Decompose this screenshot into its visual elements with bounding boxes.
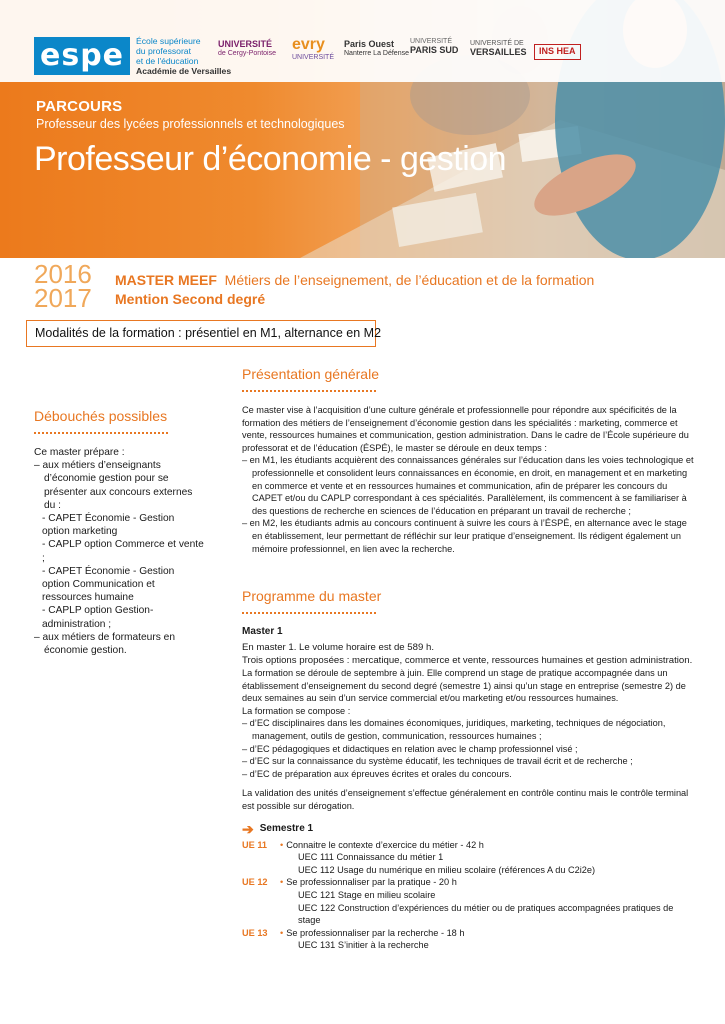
ue-row [242, 876, 694, 889]
ue-title: Se professionnaliser par la recherche - 18 h [286, 927, 465, 938]
page-title: Professeur d’économie - gestion [34, 140, 507, 178]
partner-logo-paris-sud: UNIVERSITÉ PARIS SUD [410, 38, 459, 55]
partner-logo-versailles: UNIVERSITÉ DE VERSAILLES [470, 40, 527, 57]
ue-title: Connaitre le contexte d’exercice du métier - 42 h [286, 839, 484, 850]
partner-logo-inshea: INS HEA [534, 44, 581, 60]
arrow-right-icon: ➔ [242, 820, 254, 837]
list-item: – d’EC disciplinaires dans les domaines économiques, juridiques, marketing, techniques de négociation, management, outils de gestion, communication, ressources humaines ; [242, 718, 666, 741]
bullet-icon: • [280, 839, 284, 850]
semestre-heading: ➔ Semestre 1 [242, 820, 314, 837]
modalites-box: Modalités de la formation : présentiel en M1, alternance en M2 [26, 320, 376, 347]
presentation-section [242, 366, 694, 555]
debouches-title: Débouchés possibles [34, 408, 168, 424]
parcours-label: PARCOURS [36, 98, 123, 115]
ue-row [242, 927, 694, 940]
ue-code: UE 11 [242, 839, 268, 850]
bullet-icon: • [280, 927, 284, 938]
ue-list [242, 839, 694, 952]
programme-title: Programme du master [242, 588, 382, 604]
compose-list [242, 717, 694, 780]
compose-heading: La formation se compose : [242, 705, 351, 716]
validation-paragraph: La validation des unités d’enseignement s’effectue généralement en contrôle continu mais le contrôle terminal est possible sur dérogation. [242, 788, 689, 811]
espe-logo-mark: espe [34, 37, 130, 75]
uec-row: UEC 131 S’initier à la recherche [298, 940, 429, 951]
volume-line: En master 1. Le volume horaire est de 589 h. [242, 642, 434, 653]
list-item: – d’EC pédagogiques et didactiques en relation avec le champ professionnel visé ; [242, 743, 578, 754]
ue-title: Se professionnaliser par la pratique - 20 h [286, 877, 457, 888]
section-divider [34, 432, 168, 434]
uec-row: UEC 112 Usage du numérique en milieu scolaire (références A du C2i2e) [298, 864, 596, 875]
espe-logo-text: École supérieure du professorat et de l'éducation Académie de Versailles [136, 36, 232, 76]
ue-code: UE 13 [242, 927, 268, 938]
uec-row: UEC 121 Stage en milieu scolaire [298, 889, 436, 900]
ue-row [242, 839, 694, 852]
ue-code: UE 12 [242, 877, 268, 888]
espe-logo [34, 36, 231, 76]
section-divider [242, 390, 376, 392]
partner-logo-paris-ouest: Paris Ouest Nanterre La Défense [344, 39, 409, 57]
debouches-section [34, 408, 204, 657]
parcours-subtitle: Professeur des lycées professionnels et technologiques [36, 117, 345, 131]
programme-section [242, 588, 694, 952]
uec-row: UEC 111 Connaissance du métier 1 [298, 852, 444, 863]
parcours-block [36, 98, 345, 131]
list-item: – d’EC de préparation aux épreuves écrites et orales du concours. [242, 768, 512, 779]
master-title: MASTER MEEF Métiers de l’enseignement, de l’éducation et de la formation [115, 272, 595, 288]
master-mention: Mention Second degré [115, 291, 266, 307]
partner-logo-cergy: UNIVERSITÉ de Cergy-Pontoise [218, 39, 276, 57]
stage-paragraph: La formation se déroule de septembre à juin. Elle comprend un stage de pratique accompagnée dans un établissement d’enseignement du second degré (semestre 1) ainsi qu’un stage en entreprise (semestre 2) de deux semaines au sein d’un service commercial et/ou marketing et/ou ressources humaines. [242, 668, 686, 704]
master1-heading: Master 1 [242, 626, 283, 637]
debouches-body: Ce master prépare : – aux métiers d’enseignants d’économie gestion pour se présenter aux concours externes du : - CAPET Économie - Gestion option marketing - CAPLP option Commerce et vente ; - CAPET Économie - Gestion option Communication et ressources humaine - CAPLP option Gestion-administration ; – aux métiers de formateurs en économie gestion. [34, 447, 204, 657]
options-line: Trois options proposées : mercatique, commerce et vente, ressources humaines et gestion administration. [242, 655, 693, 666]
partner-logo-evry: evry UNIVERSITÉ [292, 36, 335, 61]
academic-years: 2016 2017 [34, 259, 92, 313]
presentation-body: Ce master vise à l’acquisition d’une culture générale et professionnelle pour répondre aux spécificités de la formation des métiers de l’enseignement d’économie gestion dans les spécialités : marketing, commerce et vente, ressources humaines et communication, gestion administration. Dans le cadre de l’École supérieure du professorat et de l’éducation (ÉSPÉ), le master se déroule en deux temps : – en M1, les étudiants acquièrent des connaissances générales sur l’éducation dans les voies technologique et professionnelle et consolident leurs connaissances en économie, en droit, en management et en marketing en commerce et vente et en ressources humaines et communication, afin de préparer les concours du CAPET et/ou du CAPLP correspondant à ces spécialités. Parallèlement, ils commencent à se familiariser à des questions de recherche en sciences de l’éducation en préparant un travail de recherche ; – en M2, les étudiants admis au concours continuent à suivre les cours à l’ÉSPÉ, en alternance avec le stage en établissement, leur permettant de réfléchir sur leur pratique d’enseignement. Ils rédigent également un mémoire professionnel, en lien avec la recherche. [242, 405, 694, 554]
bullet-icon: • [280, 877, 284, 888]
uec-row: UEC 122 Construction d’expériences du métier ou de pratiques accompagnées pratiques de stage [298, 902, 674, 926]
programme-body [242, 626, 694, 952]
section-divider [242, 612, 376, 614]
presentation-title: Présentation générale [242, 366, 379, 382]
list-item: – d’EC sur la connaissance du système éducatif, les techniques de travail écrit et de recherche ; [242, 756, 633, 767]
